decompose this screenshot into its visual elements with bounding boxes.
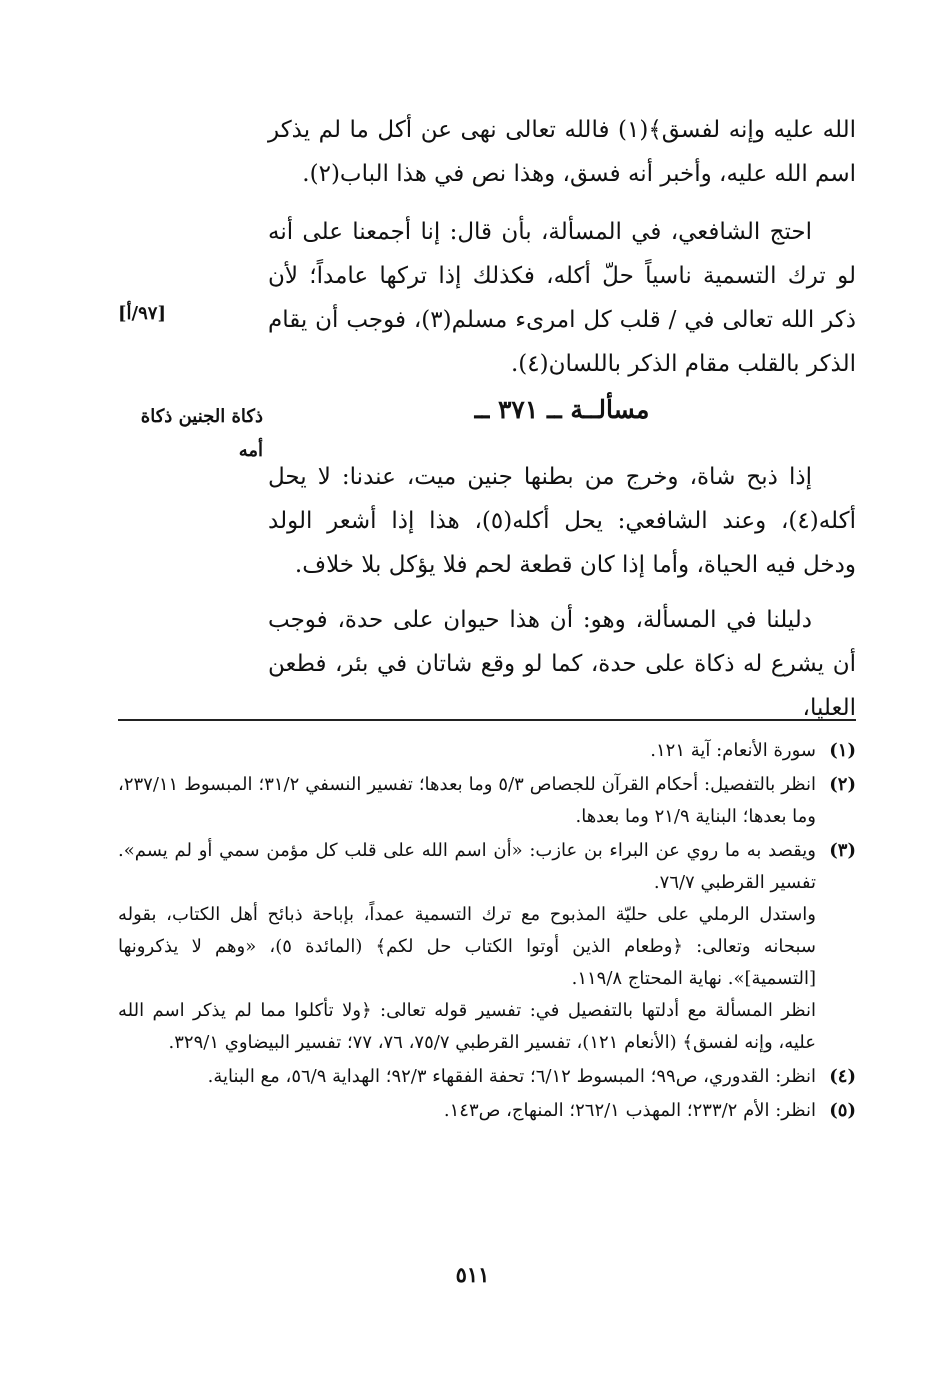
margin-topic-line-1: ذكاة الجنين ذكاة	[140, 406, 263, 427]
footnote-item	[118, 1095, 856, 1127]
paragraph-fetus-ruling: إذا ذبح شاة، وخرج من بطنها جنين ميت، عندنا: لا يحل أكله(٤)، وعند الشافعي: يحل أكله(٥)، هذا إذا أشعر الولد ودخل فيه الحياة، وأما إذا كان قطعة لحم فلا يؤكل بلا خلاف.	[268, 464, 856, 578]
issue-heading: مسألــة ــ ٣٧١ ــ	[474, 395, 650, 424]
footnote-number: (١)	[829, 740, 856, 761]
footnote-number: (٥)	[829, 1100, 856, 1121]
footnote-text: انظر بالتفصيل: أحكام القرآن للجصاص ٥/٣ وما بعدها؛ تفسير النسفي ٣١/٢؛ المبسوط ٢٣٧/١١، وما بعدها؛ البناية ٢١/٩ وما بعدها.	[118, 774, 816, 827]
main-text-block-4	[268, 598, 856, 730]
main-text-block-2	[268, 210, 856, 386]
footnote-text: ويقصد به ما روي عن البراء بن عازب: «أن اسم الله على قلب كل مؤمن سمي أو لم يسم». تفسير القرطبي ٧٦/٧.	[118, 840, 816, 893]
footnote-number: (٣)	[829, 840, 856, 861]
footnote-body	[118, 835, 816, 1059]
main-text-block-1	[268, 108, 856, 196]
footnote-item	[118, 735, 856, 767]
footnotes-section	[118, 735, 856, 1129]
folio-reference: [٩٧/أ]	[118, 303, 166, 324]
paragraph-shafii-argument: احتج الشافعي، في المسألة، بأن قال: إنا أجمعنا على أنه لو ترك التسمية ناسياً حلّ أكله، فكذلك إذا تركها عامداً؛ لأن ذكر الله تعالى في / قلب كل امرىء مسلم(٣)، فوجب أن يقام الذكر بالقلب مقام الذكر باللسان(٤).	[268, 219, 856, 377]
footnote-body	[118, 769, 816, 833]
footnote-body	[118, 735, 816, 767]
footnote-number: (٤)	[829, 1066, 856, 1087]
footnote-divider	[118, 719, 856, 721]
footnote-text: انظر المسألة مع أدلتها بالتفصيل في: تفسير قوله تعالى: ﴿ولا تأكلوا مما لم يذكر اسم الله عليه، وإنه لفسق﴾ (الأنعام ١٢١)، تفسير القرطبي ٧٥/٧، ٧٦، ٧٧؛ تفسير البيضاوي ٣٢٩/١.	[118, 1000, 816, 1053]
footnote-item	[118, 1061, 856, 1093]
footnote-body	[118, 1061, 816, 1093]
page-number: ٥١١	[455, 1262, 490, 1287]
footnote-text: انظر: الأم ٢٣٣/٢؛ المهذب ٢٦٢/١؛ المنهاج، ص١٤٣.	[443, 1100, 816, 1121]
footnote-item	[118, 769, 856, 833]
footnote-text: واستدل الرملي على حليّة المذبوح مع ترك التسمية عمداً، بإباحة ذبائح أهل الكتاب، بقوله سبحانه وتعالى: ﴿وطعام الذين أوتوا الكتاب حل لكم﴾ (المائدة ٥)، «وهم لا يذكرونها [التسمية]». نهاية المحتاج ١١٩/٨.	[118, 904, 816, 989]
margin-topic-line-2: أمه	[238, 440, 263, 461]
margin-topic-note	[108, 400, 263, 468]
footnote-text: سورة الأنعام: آية ١٢١.	[650, 740, 816, 761]
paragraph-evidence: دليلنا في المسألة، وهو: أن هذا حيوان على حدة، فوجب أن يشرع له ذكاة على حدة، كما لو وقع شاتان في بئر، فطعن العليا،	[268, 607, 856, 721]
footnote-number: (٢)	[829, 774, 856, 795]
paragraph-quran-verse-continuation: الله عليه وإنه لفسق﴾(١) فالله تعالى نهى عن أكل ما لم يذكر اسم الله عليه، وأخبر أنه فسق، وهذا نص في هذا الباب(٢).	[268, 117, 856, 187]
footnote-text: انظر: القدوري، ص٩٩؛ المبسوط ٦/١٢؛ تحفة الفقهاء ٩٢/٣؛ الهداية ٥٦/٩، مع البناية.	[207, 1066, 816, 1087]
footnote-body	[118, 1095, 816, 1127]
footnote-item	[118, 835, 856, 1059]
main-text-block-3	[268, 455, 856, 587]
